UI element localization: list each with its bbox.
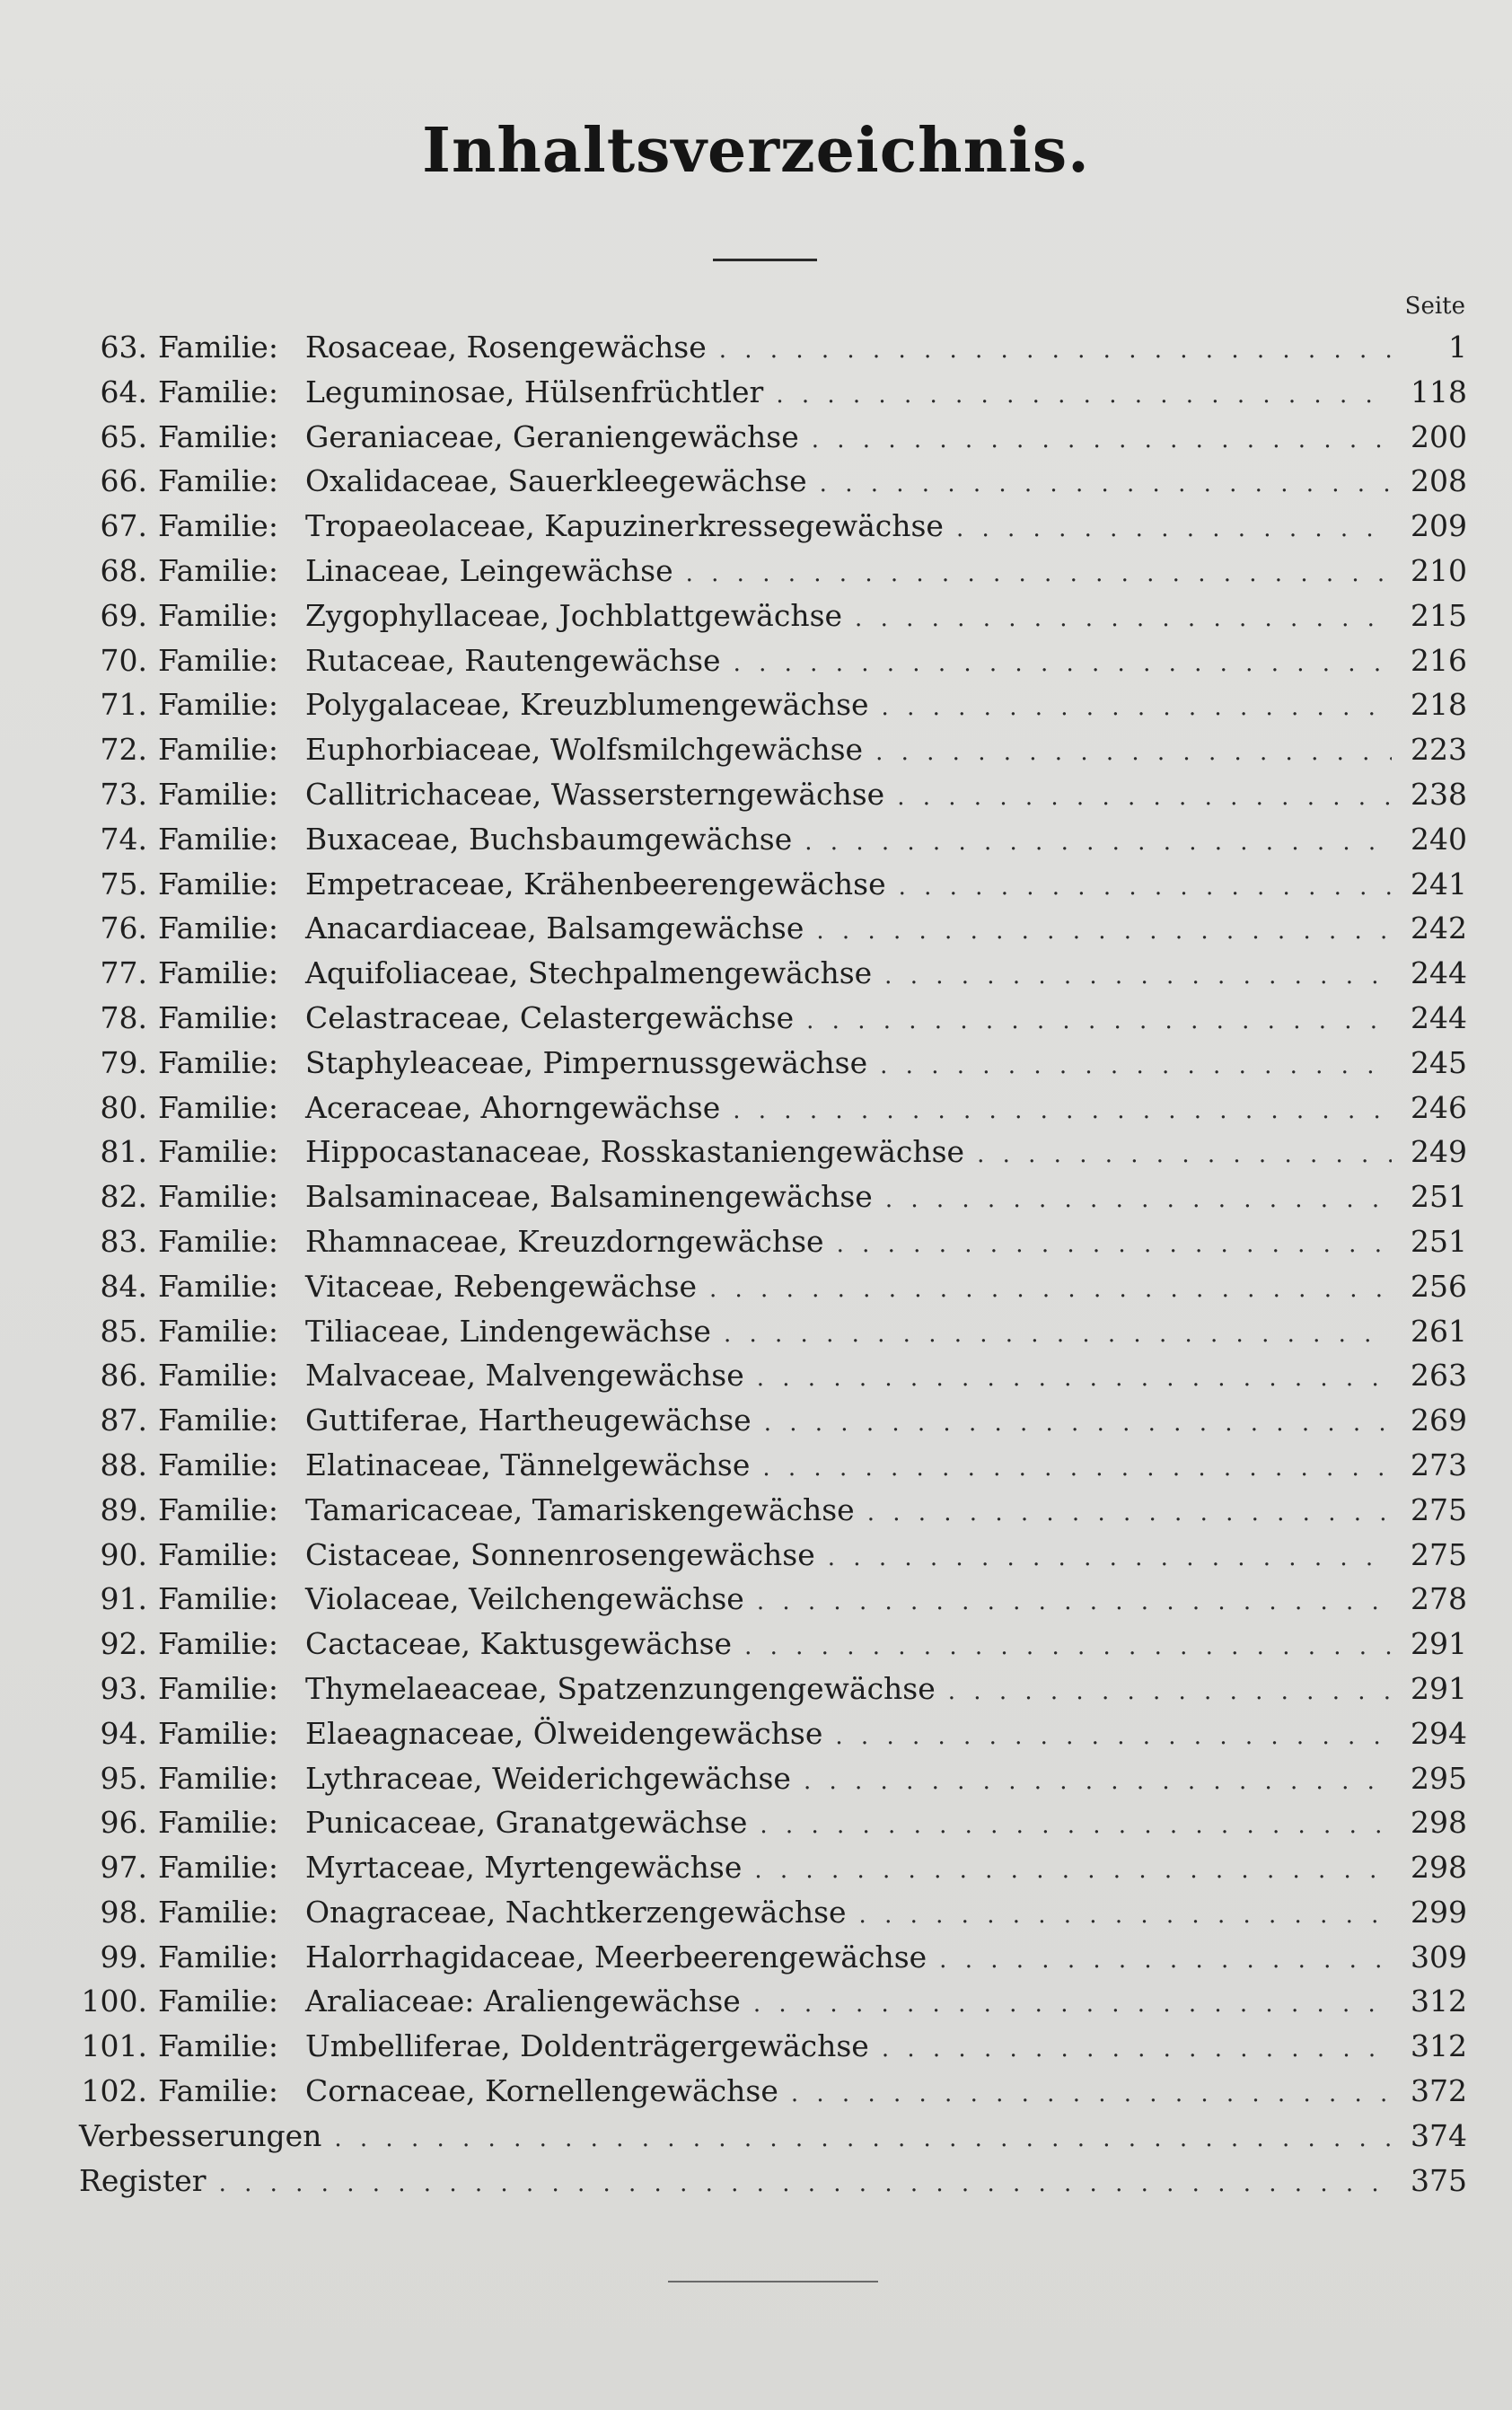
toc-entry: [74, 906, 1467, 951]
toc-entry: [74, 2069, 1467, 2114]
toc-entry: [74, 1264, 1467, 1309]
toc-entry: [74, 1174, 1467, 1219]
entry-page-number: 218: [1411, 687, 1467, 723]
entry-number: 64.: [100, 374, 147, 409]
entry-page-number: 118: [1411, 374, 1467, 409]
dot-leader: [791, 2072, 1392, 2117]
entry-familie-label: Familie:: [158, 1805, 278, 1841]
entry-page-number: 251: [1411, 1179, 1467, 1215]
entry-familie-label: Familie:: [158, 642, 278, 678]
entry-familie-label: Familie:: [158, 2028, 278, 2064]
entry-page-number: 216: [1411, 642, 1467, 678]
entry-family-name: Staphyleaceae, Pimpernussgewächse: [305, 1044, 868, 1080]
dot-leader: [744, 1625, 1392, 1670]
entry-family-name: Elaeagnaceae, Ölweidengewächse: [305, 1715, 823, 1751]
entry-number: 68.: [100, 552, 147, 588]
entry-family-name: Cistaceae, Sonnenrosengewächse: [305, 1536, 815, 1572]
dot-leader: [754, 1849, 1392, 1894]
toc-entry: [74, 1711, 1467, 1756]
entry-number: 86.: [100, 1358, 147, 1394]
entry-number: 75.: [100, 866, 147, 902]
entry-family-name: Hippocastanaceae, Rosskastaniengewächse: [305, 1134, 965, 1170]
entry-familie-label: Familie:: [158, 1403, 278, 1438]
toc-entry: [74, 1577, 1467, 1622]
entry-familie-label: Familie:: [158, 1044, 278, 1080]
entry-family-name: Zygophyllaceae, Jochblattgewächse: [305, 597, 843, 633]
entry-number: 97.: [100, 1850, 147, 1886]
dot-leader: [820, 462, 1392, 507]
entry-family-name: Onagraceae, Nachtkerzengewächse: [305, 1894, 847, 1930]
entry-page-number: 244: [1411, 955, 1467, 991]
dot-leader: [816, 910, 1392, 954]
entry-number: 83.: [100, 1223, 147, 1259]
entry-page-number: 246: [1411, 1089, 1467, 1125]
dot-leader: [757, 1357, 1392, 1402]
entry-number: 94.: [100, 1715, 147, 1751]
entry-page-number: 273: [1411, 1447, 1467, 1482]
entry-number: 73.: [100, 776, 147, 812]
dot-leader: [334, 2117, 1392, 2162]
entry-familie-label: Familie:: [158, 1581, 278, 1617]
entry-number: 95.: [100, 1760, 147, 1796]
entry-number: 77.: [100, 955, 147, 991]
entry-page-number: 312: [1411, 2028, 1467, 2064]
entry-family-name: Cornaceae, Kornellengewächse: [305, 2073, 778, 2109]
entry-number: 89.: [100, 1491, 147, 1527]
entry-page-number: 215: [1411, 597, 1467, 633]
toc-entry: [74, 1488, 1467, 1533]
toc-entry: [74, 862, 1467, 907]
toc-entry: [74, 682, 1467, 727]
entry-familie-label: Familie:: [158, 1447, 278, 1482]
dot-leader: [709, 1268, 1392, 1313]
entry-number: 85.: [100, 1313, 147, 1349]
dot-leader: [882, 686, 1392, 731]
toc-entry: [74, 1667, 1467, 1711]
entry-page-number: 372: [1411, 2073, 1467, 2109]
dot-leader: [757, 1580, 1392, 1625]
dot-leader: [753, 1983, 1392, 2027]
dot-leader: [733, 1089, 1392, 1134]
page-title: Inhaltsverzeichnis.: [422, 115, 1090, 187]
entry-familie-label: Familie:: [158, 330, 278, 365]
entry-family-name: Halorrhagidaceae, Meerbeerengewächse: [305, 1939, 927, 1975]
entry-familie-label: Familie:: [158, 999, 278, 1035]
entry-family-name: Lythraceae, Weiderichgewächse: [305, 1760, 791, 1796]
toc-entry: [74, 727, 1467, 772]
toc-entry: [74, 951, 1467, 996]
toc-entry: [74, 1443, 1467, 1488]
dot-leader: [867, 1491, 1392, 1536]
entry-number: 87.: [100, 1403, 147, 1438]
toc-entry: [74, 1041, 1467, 1086]
entry-familie-label: Familie:: [158, 1983, 278, 2019]
toc-entry: [74, 1935, 1467, 1980]
entry-family-name: Buxaceae, Buchsbaumgewächse: [305, 821, 793, 857]
entry-page-number: 375: [1411, 2162, 1467, 2198]
entry-familie-label: Familie:: [158, 508, 278, 544]
entry-familie-label: Familie:: [158, 418, 278, 454]
dot-leader: [734, 642, 1392, 687]
toc-entry: [74, 772, 1467, 817]
entry-page-number: 251: [1411, 1223, 1467, 1259]
dot-leader: [804, 821, 1392, 866]
entry-family-name: Euphorbiaceae, Wolfsmilchgewächse: [305, 732, 864, 768]
toc-entry: [74, 459, 1467, 504]
entry-number: 67.: [100, 508, 147, 544]
entry-number: 78.: [100, 999, 147, 1035]
dot-leader: [875, 731, 1392, 776]
entry-number: 69.: [100, 597, 147, 633]
entry-number: 96.: [100, 1805, 147, 1841]
entry-family-name: Violaceae, Veilchengewächse: [305, 1581, 744, 1617]
entry-number: 82.: [100, 1179, 147, 1215]
toc-entry: [74, 2024, 1467, 2069]
entry-page-number: 210: [1411, 552, 1467, 588]
entry-family-name: Tropaeolaceae, Kapuzinerkressegewächse: [305, 508, 944, 544]
entry-family-name: Geraniaceae, Geraniengewächse: [305, 418, 799, 454]
entry-page-number: 256: [1411, 1268, 1467, 1304]
toc-entry: [74, 996, 1467, 1041]
entry-family-name: Balsaminaceae, Balsaminengewächse: [305, 1179, 873, 1215]
entry-page-number: 208: [1411, 463, 1467, 499]
entry-family-name: Elatinaceae, Tännelgewächse: [305, 1447, 751, 1482]
toc-entry: [74, 504, 1467, 549]
toc-entry: [74, 549, 1467, 594]
entry-familie-label: Familie:: [158, 1134, 278, 1170]
entry-familie-label: Familie:: [158, 463, 278, 499]
toc-entry: [74, 1800, 1467, 1845]
entry-number: 102.: [81, 2073, 147, 2109]
entry-title: Verbesserungen: [79, 2117, 322, 2153]
entry-familie-label: Familie:: [158, 1313, 278, 1349]
toc-entry: [74, 1309, 1467, 1354]
entry-family-name: Vitaceae, Rebengewächse: [305, 1268, 697, 1304]
dot-leader: [762, 1447, 1392, 1491]
entry-page-number: 278: [1411, 1581, 1467, 1617]
toc-entry: [74, 1398, 1467, 1443]
toc-entry: [74, 370, 1467, 415]
entry-familie-label: Familie:: [158, 821, 278, 857]
toc-entry: [74, 1130, 1467, 1174]
entry-number: 81.: [100, 1134, 147, 1170]
entry-page-number: 298: [1411, 1805, 1467, 1841]
entry-page-number: 298: [1411, 1850, 1467, 1886]
toc-entry: [74, 1890, 1467, 1935]
dot-leader: [956, 507, 1392, 552]
entry-familie-label: Familie:: [158, 1179, 278, 1215]
dot-leader: [899, 866, 1392, 910]
dot-leader: [806, 999, 1392, 1044]
entry-familie-label: Familie:: [158, 1626, 278, 1662]
entry-page-number: 294: [1411, 1715, 1467, 1751]
entry-familie-label: Familie:: [158, 1491, 278, 1527]
entry-familie-label: Familie:: [158, 374, 278, 409]
entry-family-name: Empetraceae, Krähenbeerengewächse: [305, 866, 886, 902]
dot-leader: [219, 2162, 1392, 2207]
entry-family-name: Aquifoliaceae, Stechpalmengewächse: [305, 955, 873, 991]
dot-leader: [776, 374, 1392, 418]
table-of-contents: [74, 325, 1467, 2203]
entry-familie-label: Familie:: [158, 1358, 278, 1394]
entry-title: Register: [79, 2162, 207, 2198]
dot-leader: [880, 1044, 1392, 1089]
dot-leader: [724, 1313, 1392, 1358]
entry-familie-label: Familie:: [158, 597, 278, 633]
entry-family-name: Tamaricaceae, Tamariskengewächse: [305, 1491, 855, 1527]
entry-family-name: Rhamnaceae, Kreuzdorngewächse: [305, 1223, 824, 1259]
entry-number: 76.: [100, 910, 147, 946]
entry-number: 100.: [81, 1983, 147, 2019]
entry-family-name: Cactaceae, Kaktusgewächse: [305, 1626, 733, 1662]
toc-entry: [74, 594, 1467, 638]
toc-entry: [74, 638, 1467, 683]
toc-entry: [74, 1533, 1467, 1578]
entry-familie-label: Familie:: [158, 1536, 278, 1572]
dot-leader: [812, 418, 1392, 463]
entry-page-number: 245: [1411, 1044, 1467, 1080]
entry-familie-label: Familie:: [158, 2073, 278, 2109]
dot-leader: [837, 1223, 1392, 1268]
entry-number: 92.: [100, 1626, 147, 1662]
dot-leader: [859, 1894, 1392, 1939]
entry-page-number: 299: [1411, 1894, 1467, 1930]
dot-leader: [977, 1133, 1392, 1178]
entry-page-number: 291: [1411, 1626, 1467, 1662]
entry-familie-label: Familie:: [158, 1223, 278, 1259]
entry-page-number: 241: [1411, 866, 1467, 902]
entry-page-number: 374: [1411, 2117, 1467, 2153]
dot-leader: [719, 329, 1392, 374]
entry-number: 71.: [100, 687, 147, 723]
entry-page-number: 200: [1411, 418, 1467, 454]
entry-number: 80.: [100, 1089, 147, 1125]
dot-leader: [804, 1760, 1392, 1805]
entry-page-number: 275: [1411, 1491, 1467, 1527]
entry-family-name: Tiliaceae, Lindengewächse: [305, 1313, 711, 1349]
entry-number: 66.: [100, 463, 147, 499]
entry-page-number: 263: [1411, 1358, 1467, 1394]
entry-family-name: Polygalaceae, Kreuzblumengewächse: [305, 687, 869, 723]
seite-column-label: Seite: [1404, 293, 1465, 320]
toc-entry: [74, 325, 1467, 370]
dot-leader: [760, 1804, 1392, 1849]
entry-number: 98.: [100, 1894, 147, 1930]
entry-familie-label: Familie:: [158, 1089, 278, 1125]
dot-leader: [764, 1402, 1392, 1447]
entry-familie-label: Familie:: [158, 866, 278, 902]
entry-page-number: 291: [1411, 1670, 1467, 1706]
entry-page-number: 240: [1411, 821, 1467, 857]
title-divider: [713, 259, 817, 261]
entry-familie-label: Familie:: [158, 1850, 278, 1886]
entry-page-number: 238: [1411, 776, 1467, 812]
toc-entry: [74, 415, 1467, 460]
entry-page-number: 242: [1411, 910, 1467, 946]
entry-page-number: 244: [1411, 999, 1467, 1035]
entry-family-name: Punicaceae, Granatgewächse: [305, 1805, 748, 1841]
entry-page-number: 275: [1411, 1536, 1467, 1572]
entry-familie-label: Familie:: [158, 1939, 278, 1975]
entry-number: 90.: [100, 1536, 147, 1572]
entry-page-number: 312: [1411, 1983, 1467, 2019]
entry-number: 84.: [100, 1268, 147, 1304]
entry-page-number: 223: [1411, 732, 1467, 768]
entry-number: 63.: [100, 330, 147, 365]
entry-familie-label: Familie:: [158, 1760, 278, 1796]
entry-family-name: Myrtaceae, Myrtengewächse: [305, 1850, 743, 1886]
dot-leader: [939, 1939, 1392, 1983]
entry-familie-label: Familie:: [158, 776, 278, 812]
entry-number: 99.: [100, 1939, 147, 1975]
dot-leader: [884, 954, 1392, 999]
entry-family-name: Thymelaeaceae, Spatzenzungengewächse: [305, 1670, 936, 1706]
entry-family-name: Callitrichaceae, Wassersterngewächse: [305, 776, 885, 812]
toc-entry: [74, 1845, 1467, 1890]
entry-family-name: Araliaceae: Araliengewächse: [305, 1983, 741, 2019]
entry-familie-label: Familie:: [158, 1894, 278, 1930]
entry-family-name: Celastraceae, Celastergewächse: [305, 999, 795, 1035]
entry-familie-label: Familie:: [158, 1715, 278, 1751]
entry-number: 91.: [100, 1581, 147, 1617]
dot-leader: [828, 1536, 1392, 1581]
entry-family-name: Aceraceae, Ahorngewächse: [305, 1089, 721, 1125]
dot-leader: [882, 2027, 1392, 2072]
dot-leader: [686, 552, 1392, 597]
entry-familie-label: Familie:: [158, 910, 278, 946]
entry-family-name: Leguminosae, Hülsenfrüchtler: [305, 374, 764, 409]
entry-page-number: 209: [1411, 508, 1467, 544]
entry-number: 74.: [100, 821, 147, 857]
toc-entry: [74, 1756, 1467, 1801]
entry-number: 65.: [100, 418, 147, 454]
toc-entry: [74, 1622, 1467, 1667]
entry-family-name: Rosaceae, Rosengewächse: [305, 330, 707, 365]
bottom-divider: [668, 2281, 878, 2282]
entry-familie-label: Familie:: [158, 687, 278, 723]
entry-page-number: 295: [1411, 1760, 1467, 1796]
toc-entry: [74, 1219, 1467, 1264]
entry-family-name: Umbelliferae, Doldenträgergewächse: [305, 2028, 869, 2064]
toc-entry: [74, 817, 1467, 862]
entry-family-name: Guttiferae, Hartheugewächse: [305, 1403, 752, 1438]
entry-number: 101.: [81, 2028, 147, 2064]
entry-family-name: Malvaceae, Malvengewächse: [305, 1358, 744, 1394]
toc-entry: [79, 2159, 1467, 2203]
entry-page-number: 309: [1411, 1939, 1467, 1975]
entry-familie-label: Familie:: [158, 552, 278, 588]
entry-family-name: Oxalidaceae, Sauerkleegewächse: [305, 463, 807, 499]
entry-family-name: Anacardiaceae, Balsamgewächse: [305, 910, 804, 946]
entry-page-number: 1: [1448, 330, 1467, 365]
entry-number: 70.: [100, 642, 147, 678]
toc-entry: [79, 2114, 1467, 2159]
dot-leader: [835, 1715, 1392, 1760]
entry-page-number: 249: [1411, 1134, 1467, 1170]
entry-familie-label: Familie:: [158, 955, 278, 991]
toc-entry: [74, 1086, 1467, 1130]
entry-familie-label: Familie:: [158, 1268, 278, 1304]
toc-entry: [74, 1979, 1467, 2024]
entry-number: 93.: [100, 1670, 147, 1706]
entry-page-number: 261: [1411, 1313, 1467, 1349]
toc-entry: [74, 1353, 1467, 1398]
entry-familie-label: Familie:: [158, 732, 278, 768]
entry-number: 88.: [100, 1447, 147, 1482]
entry-family-name: Linaceae, Leingewächse: [305, 552, 673, 588]
dot-leader: [885, 1178, 1392, 1223]
entry-number: 79.: [100, 1044, 147, 1080]
entry-page-number: 269: [1411, 1403, 1467, 1438]
entry-number: 72.: [100, 732, 147, 768]
dot-leader: [855, 597, 1392, 642]
dot-leader: [948, 1670, 1392, 1715]
entry-familie-label: Familie:: [158, 1670, 278, 1706]
entry-family-name: Rutaceae, Rautengewächse: [305, 642, 721, 678]
dot-leader: [897, 776, 1392, 821]
